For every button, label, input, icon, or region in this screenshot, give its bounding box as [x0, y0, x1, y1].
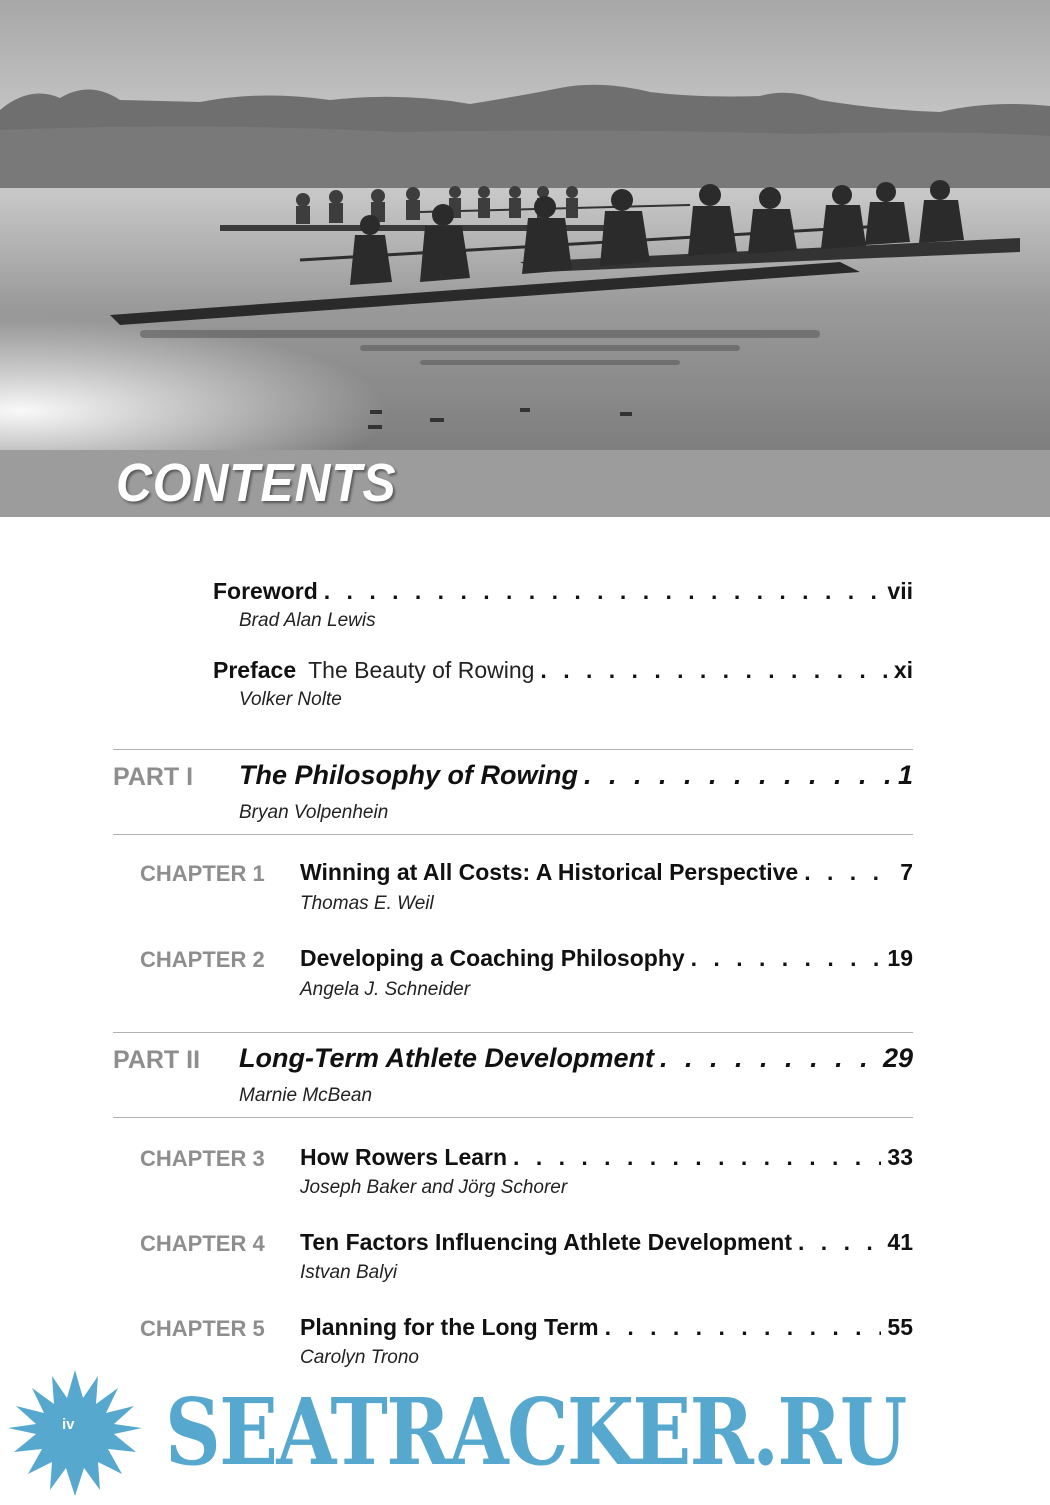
chapter-title: Ten Factors Influencing Athlete Development [300, 1229, 793, 1255]
chapter-title: Developing a Coaching Philosophy [300, 945, 685, 971]
part-title: Long-Term Athlete Development [239, 1043, 655, 1073]
chapter-label: CHAPTER 2 [140, 947, 265, 972]
entry-page: xi [893, 657, 913, 683]
dot-leader [513, 1144, 881, 1171]
part-author: Marnie McBean [239, 1085, 373, 1106]
entry-page: vii [887, 578, 913, 604]
part-author: Bryan Volpenhein [239, 802, 389, 823]
entry-title: Preface [213, 657, 297, 683]
chapter-page: 55 [887, 1314, 913, 1340]
chapter-label: CHAPTER 5 [140, 1316, 265, 1341]
dot-leader [660, 1043, 877, 1074]
contents-band [0, 450, 1050, 517]
chapter-label: CHAPTER 4 [140, 1231, 265, 1256]
entry-author: Volker Nolte [239, 689, 342, 710]
page-title: CONTENTS [116, 453, 397, 513]
hero-photo-rowing [0, 0, 1050, 450]
dot-leader [691, 945, 882, 972]
page-number: iv [62, 1416, 75, 1433]
dot-leader [584, 760, 892, 791]
divider [113, 834, 913, 835]
chapter-title: Planning for the Long Term [300, 1314, 599, 1340]
watermark-text: SEATRACKER.RU [165, 1378, 906, 1486]
chapter-page: 33 [887, 1144, 913, 1170]
part-page: 1 [897, 760, 913, 790]
chapter-title: Winning at All Costs: A Historical Perspective [300, 859, 799, 885]
chapter-title: How Rowers Learn [300, 1144, 508, 1170]
chapter-label: CHAPTER 3 [140, 1146, 265, 1171]
part-label: PART I [113, 763, 194, 791]
chapter-label: CHAPTER 1 [140, 861, 265, 886]
divider [113, 1032, 913, 1033]
dot-leader [324, 578, 882, 605]
part-title: The Philosophy of Rowing [239, 760, 578, 790]
chapter-author: Carolyn Trono [300, 1347, 419, 1368]
chapter-page: 41 [887, 1229, 913, 1255]
chapter-author: Angela J. Schneider [300, 979, 471, 1000]
dot-leader [804, 859, 894, 886]
chapter-page: 19 [887, 945, 913, 971]
part-page: 29 [882, 1043, 913, 1073]
chapter-author: Thomas E. Weil [300, 893, 434, 914]
part-label: PART II [113, 1046, 201, 1074]
entry-author: Brad Alan Lewis [239, 610, 376, 631]
divider [113, 749, 913, 750]
entry-subtitle: The Beauty of Rowing [308, 657, 535, 683]
chapter-author: Joseph Baker and Jörg Schorer [300, 1177, 568, 1198]
dot-leader [605, 1314, 882, 1341]
dot-leader [798, 1229, 881, 1256]
entry-title: Foreword [213, 578, 318, 604]
divider [113, 1117, 913, 1118]
chapter-author: Istvan Balyi [300, 1262, 398, 1283]
dot-leader [540, 657, 887, 684]
chapter-page: 7 [900, 859, 913, 885]
